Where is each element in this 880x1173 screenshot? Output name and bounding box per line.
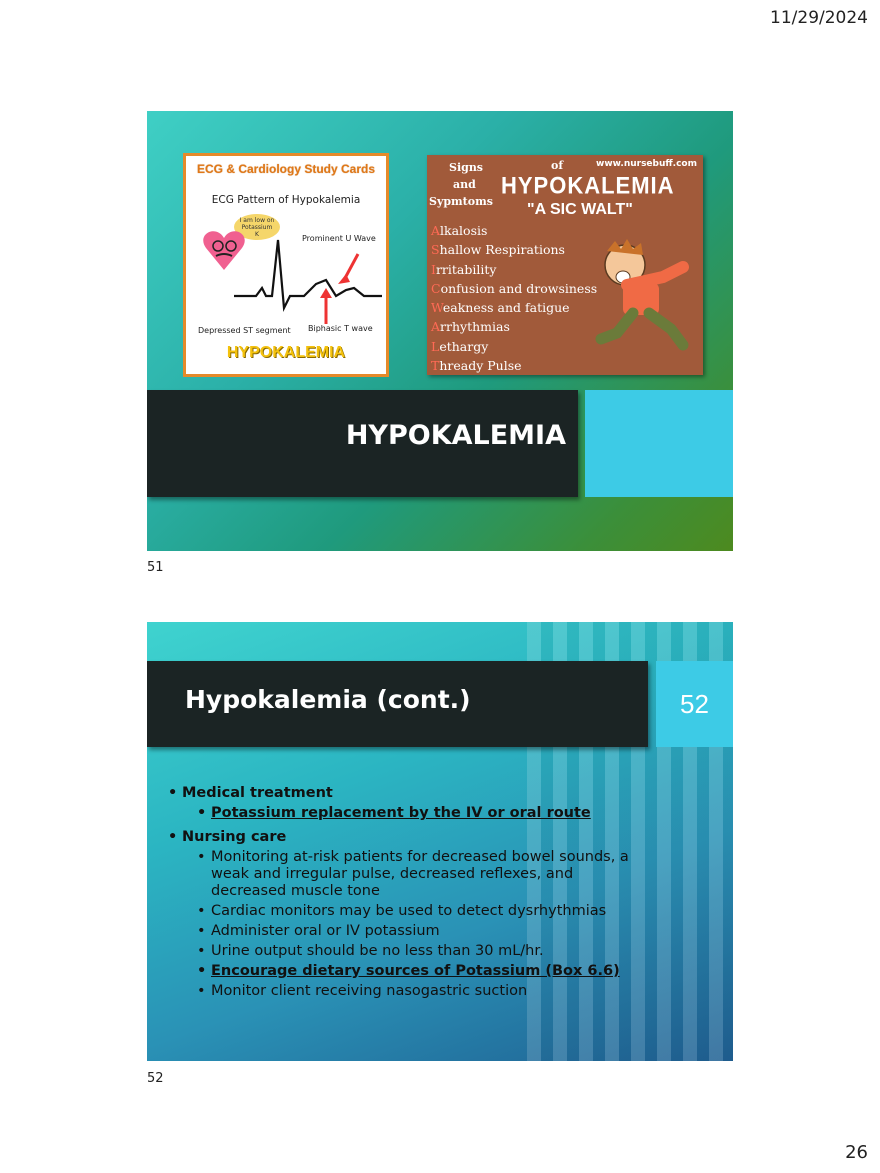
symptom-item: Weakness and fatigue — [431, 300, 570, 316]
symptom-list — [431, 221, 597, 375]
bullet-nursing-care: • Nursing care — [168, 828, 708, 846]
bullet-list — [168, 784, 708, 1003]
boy-leg-left — [601, 313, 633, 339]
symptom-item: Thready Pulse — [431, 358, 522, 374]
of-word: of — [551, 159, 564, 172]
sub-bullet: • Cardiac monitors may be used to detect dysrhythmias — [168, 903, 651, 920]
slide-title: HYPOKALEMIA — [345, 420, 566, 451]
page-number: 26 — [845, 1142, 868, 1163]
symptoms-word: Sypmtoms — [429, 195, 493, 208]
bubble-text: I am low on Potassium — [239, 217, 275, 231]
ecg-study-card — [183, 153, 389, 377]
sub-bullet: • Administer oral or IV potassium — [168, 923, 651, 940]
accent-block — [585, 390, 733, 497]
slide-51 — [147, 111, 733, 551]
sub-bullet: • Monitor client receiving nasogastric suction — [168, 983, 651, 1000]
slide-label-51: 51 — [147, 560, 164, 575]
signs-card-title: HYPOKALEMIA — [501, 171, 675, 200]
signs-word: Signs — [449, 161, 484, 174]
title-bar — [147, 390, 578, 497]
symptom-item: Irritability — [431, 261, 497, 277]
source-url: www.nursebuff.com — [596, 159, 697, 169]
symptom-item: Lethargy — [431, 338, 489, 354]
sub-bullet: • Monitoring at-risk patients for decreased bowel sounds, a weak and irregular pulse, decreased reflexes, and decreased muscle tone — [168, 849, 651, 900]
ecg-card-title: ECG & Cardiology Study Cards — [196, 162, 376, 176]
st-segment-label: Depressed ST segment — [198, 326, 291, 335]
sub-bullet: • Potassium replacement by the IV or oral route — [168, 805, 651, 822]
boy-leg-right — [649, 313, 683, 345]
slide-number-badge-text: 52 — [680, 689, 709, 719]
title-bar — [147, 661, 648, 747]
sub-bullet: • Encourage dietary sources of Potassium (Box 6.6) — [168, 963, 651, 980]
ecg-card-bottom-title: HYPOKALEMIA — [226, 344, 346, 361]
t-wave-arrowhead — [320, 288, 332, 298]
symptom-item: Alkalosis — [431, 223, 488, 238]
bubble-symbol: K — [255, 231, 259, 238]
u-wave-arrowhead — [338, 274, 350, 284]
symptom-item: Confusion and drowsiness — [431, 280, 598, 296]
slide-52 — [147, 622, 733, 1061]
ecg-card-subtitle: ECG Pattern of Hypokalemia — [211, 194, 361, 206]
signs-heading — [429, 159, 493, 210]
bullet-medical-treatment: • Medical treatment — [168, 784, 708, 802]
heart-icon — [203, 231, 244, 270]
symptom-item: Shallow Respirations — [431, 242, 565, 258]
sub-bullet: • Urine output should be no less than 30 mL/hr. — [168, 943, 651, 960]
slide-title: Hypokalemia (cont.) — [185, 685, 471, 714]
symptom-item: Arrhythmias — [431, 319, 510, 335]
u-wave-label: Prominent U Wave — [302, 234, 376, 243]
signs-symptoms-card — [427, 155, 703, 375]
and-word: and — [453, 178, 476, 191]
slide-label-52: 52 — [147, 1071, 164, 1086]
running-boy-illustration — [587, 233, 697, 363]
ecg-trace — [234, 240, 382, 308]
t-wave-label: Biphasic T wave — [308, 324, 373, 333]
page-date: 11/29/2024 — [770, 8, 868, 28]
slide-number-badge — [656, 661, 733, 747]
mnemonic: "A SIC WALT" — [527, 201, 633, 218]
ecg-illustration — [186, 156, 386, 374]
